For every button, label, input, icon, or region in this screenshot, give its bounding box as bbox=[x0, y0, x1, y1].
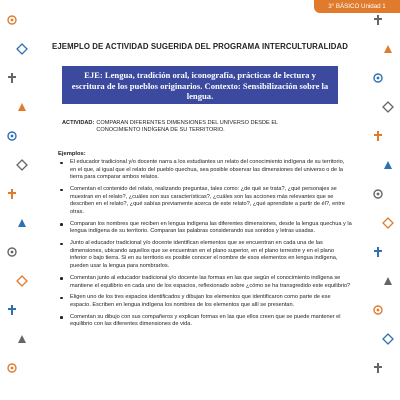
activity-statement bbox=[62, 120, 342, 134]
tribal-motif-icon bbox=[372, 130, 384, 142]
tribal-motif-icon bbox=[372, 72, 384, 84]
tribal-motif-icon bbox=[16, 333, 28, 345]
page-title: EJEMPLO DE ACTIVIDAD SUGERIDA DEL PROGRAMA INTERCULTURALIDAD bbox=[52, 42, 348, 51]
tribal-motif-icon bbox=[6, 188, 18, 200]
tribal-motif-icon bbox=[6, 14, 18, 26]
tribal-motif-icon bbox=[16, 217, 28, 229]
tribal-motif-icon bbox=[16, 43, 28, 55]
tribal-motif-icon bbox=[16, 159, 28, 171]
tribal-motif-icon bbox=[382, 275, 394, 287]
tribal-motif-icon bbox=[372, 188, 384, 200]
tribal-motif-icon bbox=[6, 362, 18, 374]
list-item: Comentan su dibujo con sus compañeros y explican formas en las que ellos creen que se puede mantener el equilibrio con las diferentes dimensiones de vida. bbox=[56, 314, 352, 329]
tribal-motif-icon bbox=[6, 130, 18, 142]
examples-label: Ejemplos: bbox=[58, 151, 86, 157]
list-item: Comparan los nombres que reciben en lengua indígena las diferentes dimensiones, desde la lengua quechua y la lengua indígena de su territorio. Comparan las palabras considerando sus sonidos y letras usadas. bbox=[56, 221, 352, 236]
grade-unit-badge: 3° BÁSICO Unidad 1 bbox=[314, 0, 400, 13]
examples-list bbox=[56, 159, 352, 333]
tribal-motif-icon bbox=[6, 304, 18, 316]
right-decorative-border bbox=[366, 0, 400, 400]
tribal-motif-icon bbox=[382, 333, 394, 345]
tribal-motif-icon bbox=[16, 275, 28, 287]
tribal-motif-icon bbox=[372, 304, 384, 316]
list-item: Comentan junto al educador tradicional y/o docente las formas en las que según el conocimiento indígena se mantiene el equilibrio en cada uno de los espacios, reflexionado sobre ¿cómo se ha transgredido este equilibrio? bbox=[56, 275, 352, 290]
list-item: El educador tradicional y/o docente narra a los estudiantes un relato del conocimiento indígena de su territorio, en el que, al igual que el relato del pueblo quechua, sea posible observar las dimensiones del universo o de la tierra para comparar ambos relatos. bbox=[56, 159, 352, 182]
tribal-motif-icon bbox=[382, 159, 394, 171]
tribal-motif-icon bbox=[372, 14, 384, 26]
tribal-motif-icon bbox=[372, 246, 384, 258]
tribal-motif-icon bbox=[6, 246, 18, 258]
list-item: Comentan el contenido del relato, realizando preguntas, tales como: ¿de qué se trata?, ¿qué personajes se muestran en el relato?, ¿cuáles son sus características?, ¿cuáles son las acciones más relevantes que se describen en el relato?, ¿qué sabías previamente acerca de este relato?, ¿qué aprendiste a partir de él?, entre otras. bbox=[56, 186, 352, 216]
list-item: Junto al educador tradicional y/o docente identifican elementos que se encuentran en cada una de las dimensiones, ubicando aquellos que se encuentran en el plano superior, en el plano terrestre y en el plano inferior o bajo tierra. Si en su territorio es posible conocer el nombre de esos elementos en lengua indígena, pueden usar la lengua para nombrarlos. bbox=[56, 240, 352, 270]
tribal-motif-icon bbox=[6, 72, 18, 84]
activity-text: COMPARAN DIFERENTES DIMENSIONES DEL UNIVERSO DESDE EL CONOCIMIENTO INDÍGENA DE SU TERRITORIO. bbox=[96, 120, 278, 133]
eje-banner: EJE: Lengua, tradición oral, iconografía, prácticas de lectura y escritura de los pueblos originarios. Contexto: Sensibilización sobre la lengua. bbox=[62, 66, 338, 104]
tribal-motif-icon bbox=[382, 217, 394, 229]
tribal-motif-icon bbox=[372, 362, 384, 374]
tribal-motif-icon bbox=[382, 101, 394, 113]
list-item: Eligen uno de los tres espacios identificados y dibujan los elementos que identificaron como parte de ese espacio. Escriben en lengua indígena los nombres de los elementos que allí se presentan. bbox=[56, 294, 352, 309]
left-decorative-border bbox=[0, 0, 34, 400]
tribal-motif-icon bbox=[16, 101, 28, 113]
tribal-motif-icon bbox=[382, 43, 394, 55]
activity-label: ACTIVIDAD: bbox=[62, 120, 95, 126]
